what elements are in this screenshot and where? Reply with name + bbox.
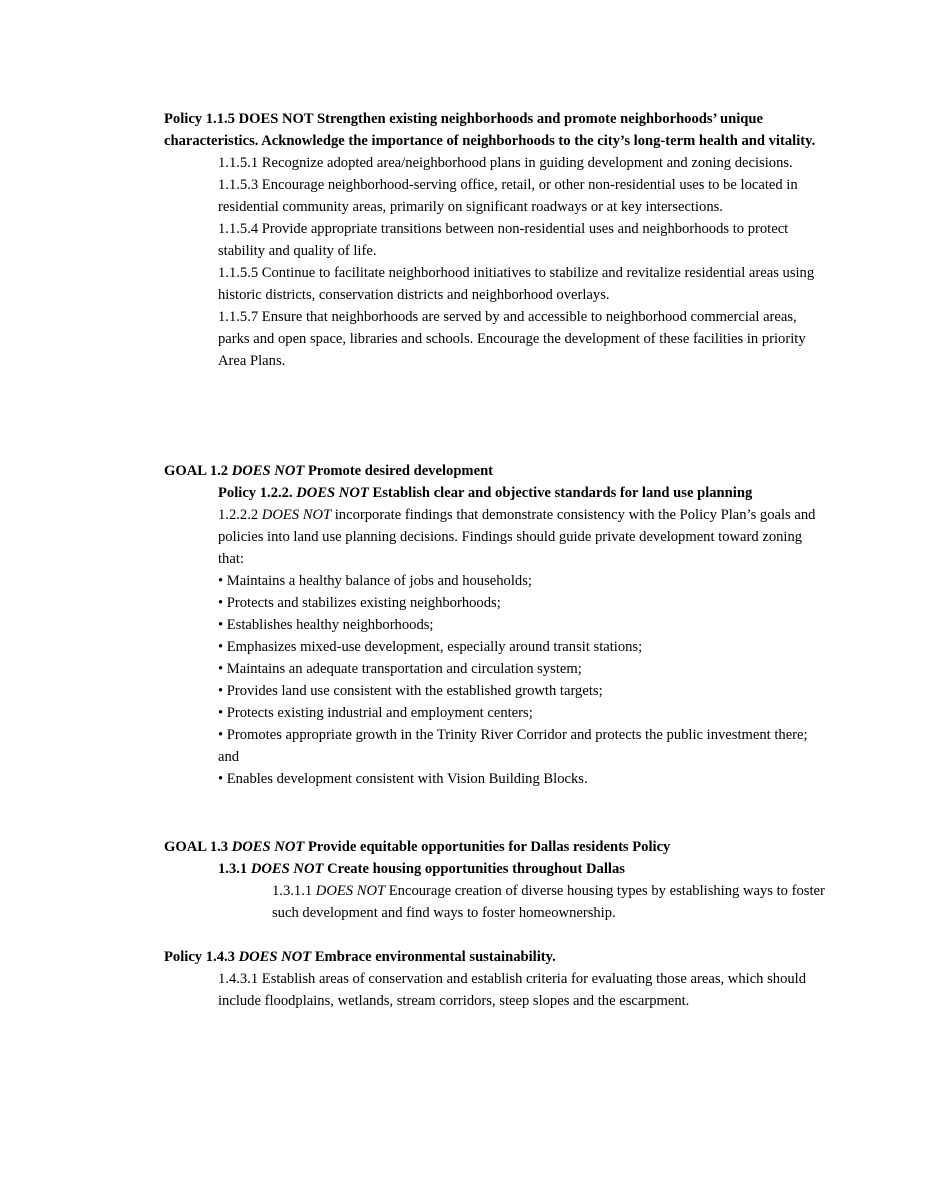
policy-1-4-3-heading: Policy 1.4.3 DOES NOT Embrace environmental sustainability. xyxy=(164,949,556,965)
goal-1-2-heading: GOAL 1.2 DOES NOT Promote desired development xyxy=(164,463,494,479)
policy-1-1-5-items xyxy=(218,152,828,372)
policy-1-4-3-items xyxy=(218,968,818,1012)
bullet-item: • Provides land use consistent with the established growth targets; xyxy=(218,683,603,699)
policy-1-1-5-heading: Policy 1.1.5 DOES NOT Strengthen existing neighborhoods and promote neighborhoods’ unique characteristics. Acknowledge the importance of neighborhoods to the city’s long-term health and vitality. xyxy=(164,111,816,149)
item-1-1-5-3: 1.1.5.3 Encourage neighborhood-serving office, retail, or other non-residential uses to be located in residential community areas, primarily on significant roadways or at key intersections. xyxy=(218,177,798,215)
bullet-item: • Protects existing industrial and employment centers; xyxy=(218,705,533,721)
policy-1-2-2-body xyxy=(218,504,818,790)
item-1-1-5-7: 1.1.5.7 Ensure that neighborhoods are served by and accessible to neighborhood commercial areas, parks and open space, libraries and schools. Encourage the development of these facilities in priority Area Plans. xyxy=(218,309,806,369)
policy-1-2-2-heading: Policy 1.2.2. DOES NOT Establish clear and objective standards for land use planning xyxy=(218,485,753,501)
bullet-item: • Maintains a healthy balance of jobs and households; xyxy=(218,573,532,589)
item-1-1-5-5: 1.1.5.5 Continue to facilitate neighborhood initiatives to stabilize and revitalize residential areas using historic districts, conservation districts and neighborhood overlays. xyxy=(218,265,815,303)
bullet-item: • Establishes healthy neighborhoods; xyxy=(218,617,434,633)
goal-1-3-heading: GOAL 1.3 DOES NOT Provide equitable opportunities for Dallas residents Policy xyxy=(164,839,671,855)
policy-1-3-1-heading: 1.3.1 DOES NOT Create housing opportunities throughout Dallas xyxy=(218,861,625,877)
goal-1-3-section xyxy=(164,836,854,924)
policy-1-4-3-section xyxy=(164,946,854,1012)
bullet-item: • Promotes appropriate growth in the Trinity River Corridor and protects the public investment there; and xyxy=(218,727,808,765)
item-1-1-5-1: 1.1.5.1 Recognize adopted area/neighborhood plans in guiding development and zoning decisions. xyxy=(218,155,793,171)
bullet-item: • Maintains an adequate transportation and circulation system; xyxy=(218,661,582,677)
item-1-1-5-4: 1.1.5.4 Provide appropriate transitions between non-residential uses and neighborhoods to protect stability and quality of life. xyxy=(218,221,789,259)
item-1-3-1-1: 1.3.1.1 DOES NOT Encourage creation of diverse housing types by establishing ways to foster such development and find ways to foster homeownership. xyxy=(272,883,825,921)
bullet-item: • Protects and stabilizes existing neighborhoods; xyxy=(218,595,501,611)
bullet-item: • Emphasizes mixed-use development, especially around transit stations; xyxy=(218,639,643,655)
item-1-4-3-1: 1.4.3.1 Establish areas of conservation and establish criteria for evaluating those areas, which should include floodplains, wetlands, stream corridors, steep slopes and the escarpment. xyxy=(218,971,807,1009)
bullet-item: • Enables development consistent with Vision Building Blocks. xyxy=(218,771,588,787)
policy-1-1-5-section xyxy=(164,108,854,372)
goal-1-2-section xyxy=(164,460,854,790)
item-1-2-2-2: 1.2.2.2 DOES NOT incorporate findings that demonstrate consistency with the Policy Plan’s goals and policies into land use planning decisions. Findings should guide private development toward zoning that: xyxy=(218,507,816,567)
